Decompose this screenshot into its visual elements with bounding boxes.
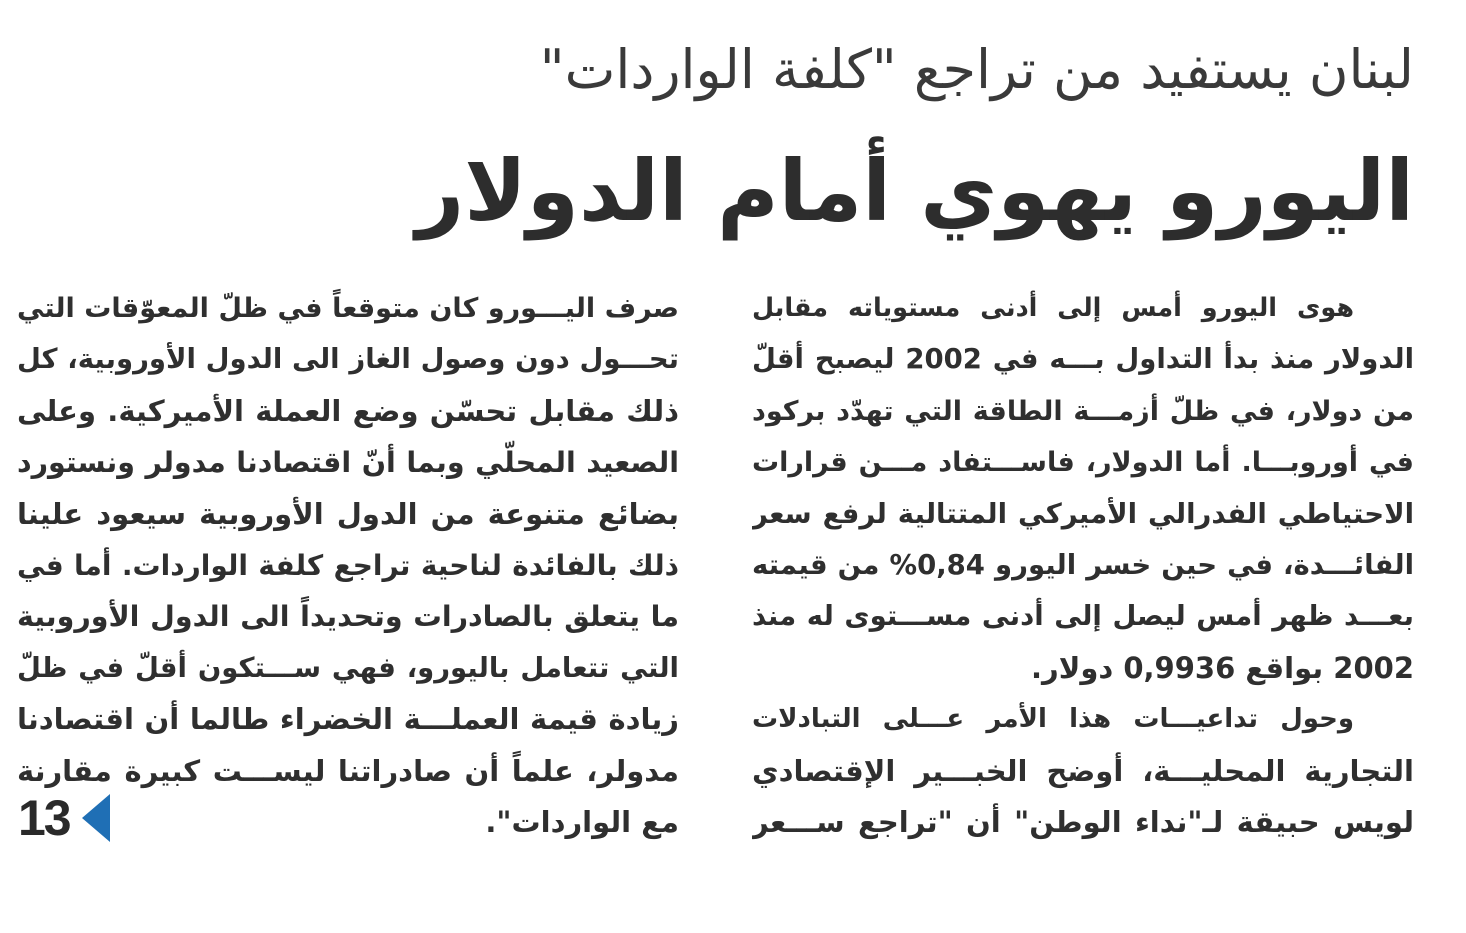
column-line: بضائع متنوعة من الدول الأوروبية سيعود علينا [17, 496, 679, 531]
column-line: التي تتعامل باليورو، فهي ســـتكون أقلّ في ظلّ [17, 651, 679, 684]
column-line: ذلك بالفائدة لناحية تراجع كلفة الواردات. أما في [17, 549, 679, 583]
page-marker [18, 790, 110, 846]
page-number: 13 [18, 790, 70, 846]
column-line: الصعيد المحلّي وبما أنّ اقتصادنا مدولر ونستورد [17, 446, 679, 480]
column-line: الدولار منذ بدأ التداول بـــه في 2002 ليصبح أقلّ [752, 343, 1414, 376]
left-pointing-triangle-icon [82, 794, 110, 842]
article-column-right [752, 283, 1414, 848]
column-line: ما يتعلق بالصادرات وتحديداً الى الدول الأوروبية [17, 600, 679, 634]
column-line: في أوروبـــا. أما الدولار، فاســـتفاد مـــن قرارات [752, 447, 1414, 479]
column-line: صرف اليـــورو كان متوقعاً في ظلّ المعوّقات التي [17, 293, 679, 324]
column-line: زيادة قيمة العملـــة الخضراء طالما أن اقتصادنا [17, 702, 679, 737]
article-column-left [17, 283, 679, 848]
column-line: الفائـــدة، في حين خسر اليورو 0,84% من قيمته [752, 549, 1414, 582]
column-line: لويس حبيقة لـ"نداء الوطن" أن "تراجع ســـعر [752, 805, 1414, 840]
column-line: بعـــد ظهر أمس ليصل إلى أدنى مســـتوى له منذ [752, 600, 1414, 633]
column-line: 2002 بواقع 0,9936 دولار. [1031, 650, 1414, 685]
article-kicker: لبنان يستفيد من تراجع "كلفة الواردات" [539, 38, 1414, 101]
column-line: من دولار، في ظلّ أزمـــة الطاقة التي تهدّد بركود [752, 395, 1414, 427]
column-line: التجارية المحليـــة، أوضح الخبـــير الإقتصادي [752, 753, 1414, 788]
column-line: هوى اليورو أمس إلى أدنى مستوياته مقابل [752, 293, 1354, 323]
column-line: ذلك مقابل تحسّن وضع العملة الأميركية. وعلى [17, 393, 679, 428]
column-line: مع الواردات". [485, 805, 679, 840]
column-line: الاحتياطي الفدرالي الأميركي المتتالية لرفع سعر [752, 497, 1414, 530]
column-line: تحـــول دون وصول الغاز الى الدول الأوروبية، كل [17, 343, 679, 376]
article-headline: اليورو يهوي أمام الدولار [415, 142, 1414, 240]
column-line: مدولر، علماً أن صادراتنا ليســـت كبيرة مقارنة [17, 753, 679, 788]
column-line: وحول تداعيـــات هذا الأمر عـــلى التبادلات [752, 704, 1354, 735]
